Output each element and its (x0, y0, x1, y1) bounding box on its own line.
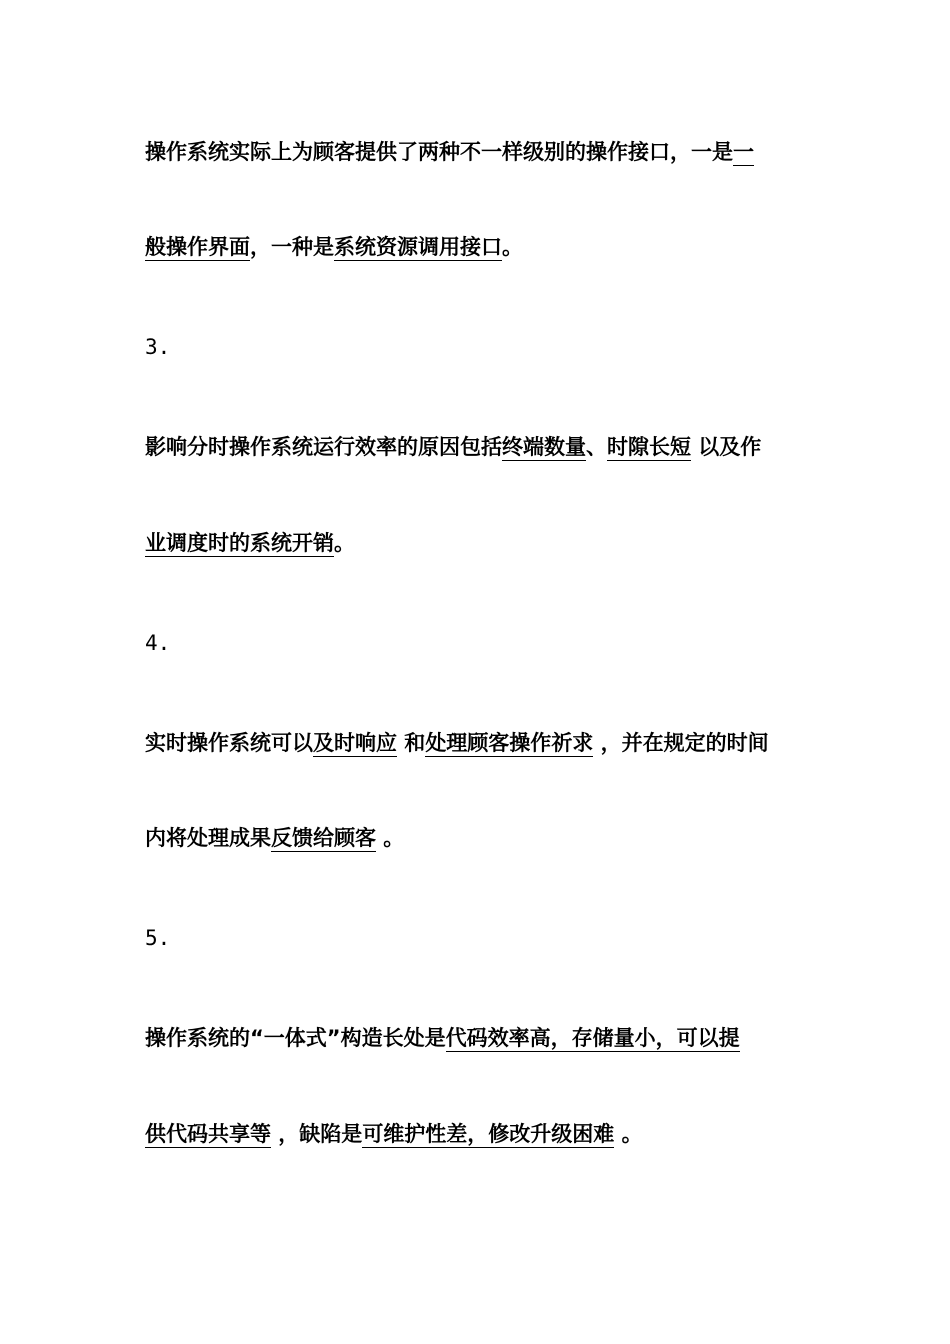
text-segment: 影响分时操作系统运行效率的原因包括 (145, 435, 502, 459)
item5-line2 (145, 1120, 643, 1148)
text-segment: 和 (397, 731, 426, 755)
text-segment: ，并在规定的时间 (593, 731, 769, 755)
text-segment: 。 (614, 1122, 643, 1146)
item3-line2 (145, 529, 355, 557)
answer-blank: 代码效率高，存储量小，可以提 (445, 1026, 740, 1050)
text-segment: 。 (334, 531, 355, 555)
answer-blank: 处理顾客操作祈求 (425, 731, 594, 755)
answer-blank: 般操作界面 (145, 235, 250, 259)
text-segment: 。 (376, 826, 405, 850)
item4-line2 (145, 824, 404, 852)
answer-blank: 供代码共享等 (145, 1122, 271, 1146)
answer-blank: 时隙长短 (607, 435, 691, 459)
answer-blank: 终端数量 (502, 435, 586, 459)
text-segment: 操作系统实际上为顾客提供了两种不一样级别的操作接口，一是 (145, 140, 733, 164)
answer-blank: 一 (733, 140, 754, 164)
item2-line2 (145, 233, 523, 261)
item-number-4: 4. (145, 631, 171, 655)
text-segment: 操作系统的“一体式”构造长处是 (145, 1026, 446, 1050)
answer-blank: 业调度时的系统开销 (145, 531, 334, 555)
text-segment: 以及作 (691, 435, 762, 459)
item3-line1 (145, 433, 761, 461)
item4-line1 (145, 729, 769, 757)
text-segment: 内将处理成果 (145, 826, 271, 850)
item2-line1 (145, 138, 754, 166)
answer-blank: 系统资源调用接口 (334, 235, 502, 259)
text-segment: ，一种是 (250, 235, 334, 259)
text-segment: ，缺陷是 (271, 1122, 363, 1146)
item-number-5: 5. (145, 926, 171, 950)
answer-blank: 及时响应 (313, 731, 397, 755)
answer-blank: 反馈给顾客 (271, 826, 376, 850)
text-segment: 、 (586, 435, 607, 459)
item5-line1 (145, 1024, 740, 1052)
item-number-3: 3. (145, 335, 171, 359)
text-segment: 实时操作系统可以 (145, 731, 313, 755)
answer-blank: 可维护性差，修改升级困难 (362, 1122, 615, 1146)
text-segment: 。 (502, 235, 523, 259)
